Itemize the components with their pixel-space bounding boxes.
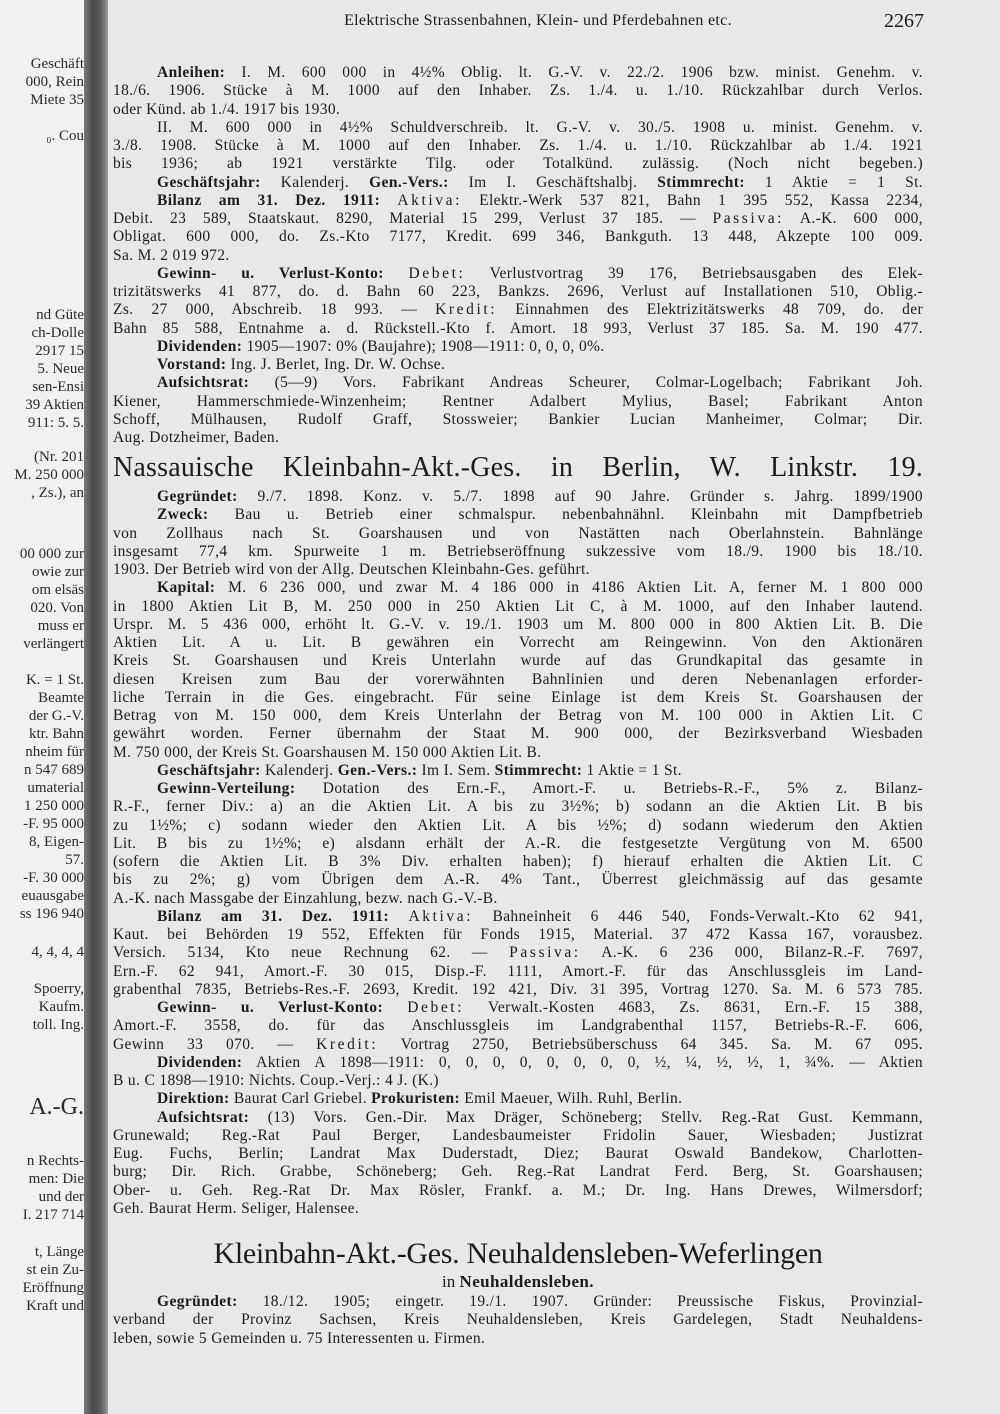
field-label: Dividenden: <box>157 1053 243 1071</box>
margin-text-fragment: 000, Rein <box>25 74 84 90</box>
margin-text-fragment: men: Die <box>28 1171 84 1187</box>
margin-text-fragment: euausgabe <box>21 888 84 904</box>
text-run: leben, sowie 5 Gemeinden u. 75 Interessenten u. Firmen. <box>113 1329 486 1347</box>
text-line <box>113 963 923 981</box>
text-run: I. M. 600 000 in 4½% Oblig. lt. G.-V. v. 22./2. 1906 bzw. minist. Genehm. v. <box>225 64 923 81</box>
margin-text-fragment: I. 217 714 <box>22 1207 84 1223</box>
margin-text-fragment: K. = 1 St. <box>25 672 84 688</box>
field-label: Prokuristen: <box>371 1090 461 1108</box>
text-run: Lit. B bis zu 1½%; e) alsdann erhält der A.-R. die festgesetzte Vergütung von M. 6500 <box>113 834 923 852</box>
text-line <box>113 1127 923 1145</box>
text-line <box>113 210 923 228</box>
text-line <box>113 137 923 155</box>
field-label: Stimmrecht: <box>657 173 745 191</box>
text-line <box>113 320 923 338</box>
margin-text-fragment: muss er <box>37 618 84 634</box>
spaced-heading: Kredit: <box>435 301 498 319</box>
text-line <box>113 1293 923 1311</box>
text-run: B u. C 1898—1910: Nichts. Coup.-Verj.: 4 J. (K.) <box>113 1072 439 1089</box>
entry-paragraph <box>113 265 923 338</box>
entry-paragraph <box>113 908 923 999</box>
text-line <box>113 652 923 670</box>
field-label: Gen.-Vers.: <box>337 761 418 779</box>
text-run: Urspr. M. 5 436 000, erhöht lt. G.-V. v. 19./1. 1903 um M. 800 000 in 800 Aktien Lit. B. Die <box>113 615 923 633</box>
text-run: Elektr.-Werk 537 821, Bahn 1 395 552, Kassa 2234, <box>462 191 923 209</box>
field-label: Zweck: <box>157 506 209 524</box>
text-run: Geh. Baurat Herm. Seliger, Halensee. <box>113 1199 360 1217</box>
text-line <box>113 890 923 908</box>
text-line <box>113 283 923 301</box>
text-run: Bahneinheit 6 446 540, Fonds-Verwalt.-Kto 62 941, <box>473 907 923 925</box>
margin-text-fragment: Kaufm. <box>38 999 84 1015</box>
text-run: 3./8. 1908. Stücke à M. 1000 auf den Inhaber. Zs. 1./4. u. 1./10. Rückzahlbar ab 1./4. 1921 <box>113 137 923 154</box>
text-run: bis 1936; ab 1921 verstärkte Tilg. oder Totalkünd. zulässig. (Noch nicht begeben.) <box>113 155 923 173</box>
field-label: Gewinn-Verteilung: <box>157 780 296 797</box>
text-run: Debit. 23 589, Staatskaut. 8290, Material 15 299, Verlust 37 185. — <box>113 210 713 227</box>
field-label: Gegründet: <box>157 488 238 505</box>
text-line <box>113 908 923 926</box>
text-line <box>113 762 923 780</box>
text-line <box>113 506 923 524</box>
text-run: Kalenderj. <box>260 173 370 191</box>
text-run: Kaut. bei Behörden 19 552, Effekten für Fonds 1915, Material. 37 472 Kassa 167, vorausbez. <box>113 926 923 943</box>
field-label: Bilanz am 31. Dez. 1911: <box>157 191 381 209</box>
spaced-heading: Kredit: <box>316 1035 379 1053</box>
text-run: oder Künd. ab 1./4. 1917 bis 1930. <box>113 100 341 118</box>
field-label: Aufsichtsrat: <box>157 1108 250 1126</box>
text-line <box>113 411 923 429</box>
text-line <box>113 944 923 962</box>
text-line <box>113 393 923 411</box>
subtitle-city: Neuhaldensleben. <box>459 1272 594 1291</box>
text-run: Schoff, Mülhausen, Rudolf Graff, Stossweier; Bankier Lucian Manheimer, Colmar; Dir. <box>113 410 923 428</box>
text-line <box>113 926 923 944</box>
margin-text-fragment: toll. Ing. <box>32 1017 84 1033</box>
margin-text-fragment: n Rechts- <box>26 1153 84 1169</box>
text-line <box>113 817 923 835</box>
text-run: 1905—1907: 0% (Baujahre); 1908—1911: 0, 0, 0, 0%. <box>242 337 605 355</box>
field-label: Bilanz am 31. Dez. 1911: <box>157 907 390 925</box>
text-line <box>113 999 923 1017</box>
text-run: Eug. Fuchs, Berlin; Landrat Max Duderstadt, Diez; Baurat Oswald Bandekow, Charlotten- <box>113 1145 923 1162</box>
text-run: Im I. Geschäftshalbj. <box>448 173 658 191</box>
margin-text-fragment: t, Länge <box>34 1244 84 1260</box>
entry-paragraph <box>113 64 923 119</box>
text-line <box>113 228 923 246</box>
text-line <box>113 561 923 579</box>
margin-text-fragment: Spoerry, <box>33 981 84 997</box>
text-line <box>113 101 923 119</box>
entry-paragraph <box>113 1293 923 1348</box>
text-line <box>113 616 923 634</box>
text-line <box>113 1311 923 1329</box>
text-run: Zs. 27 000, Abschreib. 18 993. — <box>113 301 436 319</box>
text-line <box>113 119 923 137</box>
text-run <box>380 192 397 209</box>
entry-paragraph <box>113 192 923 265</box>
text-run: 9./7. 1898. Konz. v. 5./7. 1898 auf 90 Jahre. Gründer s. Jahrg. 1899/1900 <box>237 488 923 505</box>
text-run: 1903. Der Betrieb wird von der Allg. Deutschen Kleinbahn-Ges. geführt. <box>113 561 590 578</box>
text-run: Vortrag 2750, Betriebsüberschuss 64 345. Sa. M. 67 095. <box>378 1035 924 1053</box>
text-run: A.-K. nach Massgabe der Einzahlung, bezw. nach G.-V.-B. <box>113 889 498 907</box>
text-run: Bahn 85 588, Entnahme a. d. Rückstell.-Kto f. Amort. 18 993, Verlust 37 185. Sa. M. 190 477. <box>113 319 923 337</box>
field-label: Gewinn- u. Verlust-Konto: <box>157 264 384 282</box>
text-line <box>113 338 923 356</box>
margin-text-fragment: Eröffnung <box>22 1280 84 1296</box>
margin-text-fragment: umaterial <box>27 780 84 796</box>
text-run: R.-F., ferner Div.: a) an die Aktien Lit. A bis zu 3½%; b) sodann an die Aktien Lit. B bis <box>113 798 923 816</box>
text-run: Obligat. 600 000, do. Zs.-Kto 7177, Kredit. 699 346, Bankguth. 13 448, Akzepte 100 009. <box>113 228 923 246</box>
margin-text-fragment: sen-Ensi <box>32 379 84 395</box>
spaced-heading: Aktiva: <box>397 191 463 209</box>
text-run: Versich. 5134, Kto neue Rechnung 62. — <box>113 944 510 962</box>
text-run: (5—9) Vors. Fabrikant Andreas Scheurer, Colmar-Logelbach; Fabrikant Joh. <box>249 374 923 392</box>
margin-text-fragment: und der <box>38 1189 84 1205</box>
margin-text-fragment: Beamte <box>38 690 84 706</box>
text-run: bis zu 2%; g) vom Übrigen dem A.-R. 4% Tant., Überrest gleichmässig auf das gesamte <box>113 871 923 889</box>
text-run: Grunewald; Reg.-Rat Paul Berger, Landesbaumeister Fridolin Sauer, Wiesbaden; Justizrat <box>113 1126 923 1144</box>
text-run: grabenthal 7835, Betriebs-Res.-F. 2693, Kredit. 192 421, Div. 31 395, Vortrag 1270. Sa. M. 6 573 785. <box>113 980 923 998</box>
margin-text-fragment: 4, 4, 4, 4 <box>31 944 84 960</box>
text-line <box>113 981 923 999</box>
entry-paragraph <box>113 374 923 447</box>
text-run: 1 Aktie = 1 St. <box>582 761 682 779</box>
field-label: Kapital: <box>157 579 216 597</box>
section-kleinbahn-neuhaldensleben <box>113 1237 923 1348</box>
margin-text-fragment: -F. 30 000 <box>23 870 84 886</box>
text-line <box>113 1017 923 1035</box>
entry-paragraph <box>113 579 923 762</box>
margin-text-fragment: M. 250 000 <box>14 467 84 483</box>
text-run: verband der Provinz Sachsen, Kreis Neuhaldensleben, Kreis Gardelegen, Stadt Neuhaldens- <box>113 1311 923 1329</box>
entry-paragraph <box>113 119 923 174</box>
text-run: Kalenderj. <box>260 761 338 779</box>
margin-text-fragment: -F. 95 000 <box>23 816 84 832</box>
text-run: Aktien A 1898—1911: 0, 0, 0, 0, 0, 0, 0, 0, ½, ¼, ½, ½, 1, ¾%. — Aktien <box>242 1053 923 1071</box>
text-line <box>113 155 923 173</box>
text-line <box>113 725 923 743</box>
entry-paragraph <box>113 999 923 1054</box>
margin-text-fragment: nheim für <box>25 744 84 760</box>
running-header <box>108 10 1000 32</box>
field-label: Stimmrecht: <box>494 761 583 779</box>
text-run: (sofern die Aktien Lit. B 3% Div. erhalten haben); f) hierauf erhalten die Aktien Lit. C <box>113 853 923 870</box>
text-line <box>113 1145 923 1163</box>
margin-text-fragment: ktr. Bahn <box>29 726 84 742</box>
text-line <box>113 853 923 871</box>
text-line <box>113 429 923 447</box>
text-run: Ober- u. Geh. Reg.-Rat Dr. Max Rösler, Frankf. a. M.; Dr. Ing. Hans Drewes, Wilmersdorf; <box>113 1181 923 1199</box>
text-line <box>113 1090 923 1108</box>
field-label: Direktion: <box>157 1090 230 1108</box>
margin-text-fragment: 8, Eigen- <box>29 834 84 850</box>
section-nassauische-kleinbahn <box>113 452 923 1218</box>
text-run: Sa. M. 2 019 972. <box>113 246 230 264</box>
text-run: diesen Kreisen zum Bau der vorerwähnten Bahnlinien und deren Nebenanlagen erforder- <box>113 670 923 688</box>
text-line <box>113 356 923 374</box>
text-run: Verwalt.-Kosten 4683, Zs. 8631, Ern.-F. 15 388, <box>464 999 923 1016</box>
document-page <box>108 0 1000 1414</box>
margin-text-fragment: der G.-V. <box>28 708 84 724</box>
text-line <box>113 525 923 543</box>
field-label: Gegründet: <box>157 1293 238 1310</box>
company-location-subtitle <box>113 1271 923 1293</box>
margin-text-fragment: st ein Zu- <box>26 1262 84 1278</box>
text-run: Einnahmen des Elektrizitätswerks 48 709, do. der <box>497 301 923 319</box>
margin-text-fragment: 2917 15 <box>35 343 84 359</box>
text-run: M. 6 236 000, und zwar M. 4 186 000 in 4186 Aktien Lit. A, ferner M. 1 800 000 <box>215 579 923 597</box>
text-line <box>113 64 923 82</box>
book-gutter <box>84 0 108 1414</box>
field-label: Geschäftsjahr: <box>157 761 261 779</box>
text-line <box>113 1330 923 1348</box>
spaced-heading: Passiva: <box>509 944 581 962</box>
entry-paragraph <box>113 488 923 506</box>
text-run: burg; Dir. Rich. Grabbe, Schöneberg; Geh. Reg.-Rat Landrat Ferd. Berg, St. Goarshausen; <box>113 1163 923 1181</box>
text-line <box>113 634 923 652</box>
text-line <box>113 1054 923 1072</box>
text-line <box>113 598 923 616</box>
margin-text-fragment: ₀. Cou <box>46 128 84 144</box>
spaced-heading: Aktiva: <box>408 907 474 925</box>
entry-paragraph <box>113 762 923 780</box>
margin-text-fragment: nd Güte <box>36 307 84 323</box>
page-number: 2267 <box>884 10 924 32</box>
text-run: II. M. 600 000 in 4½% Schuldverschreib. lt. G.-V. v. 30./5. 1908 u. minist. Genehm. v. <box>157 118 923 136</box>
company-title: Kleinbahn-Akt.-Ges. Neuhaldensleben-Weferlingen <box>213 1237 823 1270</box>
margin-text-fragment: 39 Aktien <box>25 397 84 413</box>
text-run: trizitätswerks 41 877, do. d. Bahn 60 223, Bankzs. 2696, Verlust auf Installationen 510, Oblig.- <box>113 283 923 300</box>
text-run <box>384 265 409 282</box>
text-run: Betrag von M. 150 000, dem Kreis Unterlahn der Betrag von M. 100 000 in Aktien Lit. C <box>113 707 923 724</box>
margin-text-fragment: 57. <box>65 852 84 868</box>
entry-paragraph <box>113 1090 923 1108</box>
text-line <box>113 82 923 100</box>
text-run: Aktien Lit. A u. Lit. B gewähren ein Vorrecht am Reingewinn. Von den Aktionären <box>113 634 923 651</box>
text-line <box>113 301 923 319</box>
margin-text-fragment: Kraft und <box>26 1298 84 1314</box>
text-run: Kiener, Hammerschmiede-Winzenheim; Rentner Adalbert Mylius, Basel; Fabrikant Anton <box>113 392 923 410</box>
text-run <box>383 999 407 1016</box>
text-line <box>113 1163 923 1181</box>
text-run: A.-K. 6 236 000, Bilanz-R.-F. 7697, <box>580 944 923 962</box>
text-run: Amort.-F. 3558, do. für das Anschlussgleis im Landgrabenthal 1157, Betriebs-R.-F. 606, <box>113 1017 923 1035</box>
margin-text-fragment: n 547 689 <box>24 762 84 778</box>
text-line <box>113 488 923 506</box>
text-line <box>113 671 923 689</box>
margin-text-fragment: verlängert <box>23 636 84 652</box>
margin-text-fragment: 1 250 000 <box>24 798 84 814</box>
text-run: M. 750 000, der Kreis St. Goarshausen M. 150 000 Aktien Lit. B. <box>113 743 542 761</box>
field-label: Gen.-Vers.: <box>369 173 449 191</box>
margin-text-fragment: 00 000 zur <box>19 546 84 562</box>
section-previous-company-continued <box>113 64 923 447</box>
text-line <box>113 707 923 725</box>
text-line <box>113 1200 923 1218</box>
running-title: Elektrische Strassenbahnen, Klein- und Pferdebahnen etc. <box>344 12 732 29</box>
margin-text-fragment: 5. Neue <box>37 361 84 377</box>
text-line <box>113 871 923 889</box>
text-line <box>113 1109 923 1127</box>
field-label: Vorstand: <box>157 356 227 373</box>
company-title: Nassauische Kleinbahn-Akt.-Ges. in Berlin, W. Linkstr. 19. <box>113 452 923 483</box>
text-run: gewährt worden. Ferner übernahm der Staat M. 900 000, der Bezirksverband Wiesbaden <box>113 725 923 743</box>
text-line <box>113 247 923 265</box>
margin-text-fragment: 911: 5. 5. <box>27 415 84 431</box>
field-label: Dividenden: <box>157 337 243 355</box>
adjacent-page-margin <box>0 0 86 1414</box>
margin-text-fragment: ch-Dolle <box>31 325 84 341</box>
text-run: Kreis St. Goarshausen und Kreis Unterlahn wurde auf das Grundkapital das gesamte in <box>113 652 923 670</box>
field-label: Aufsichtsrat: <box>157 374 250 392</box>
margin-text-fragment: (Nr. 201 <box>34 449 84 465</box>
text-run: 18./12. 1905; eingetr. 19./1. 1907. Gründer: Preussische Fiskus, Provinzial- <box>237 1293 923 1310</box>
text-run: Bau u. Betrieb einer schmalspur. nebenbahnähnl. Kleinbahn mit Dampfbetrieb <box>208 506 923 524</box>
entry-paragraph <box>113 1054 923 1091</box>
text-line <box>113 174 923 192</box>
text-run: insgesamt 77,4 km. Spurweite 1 m. Betriebseröffnung sukzessive vom 18./9. 1900 bis 18./10. <box>113 542 923 560</box>
text-line <box>113 579 923 597</box>
field-label: Anleihen: <box>157 64 226 81</box>
entry-paragraph <box>113 338 923 356</box>
text-run: Ern.-F. 62 941, Amort.-F. 30 015, Disp.-F. 1111, Amort.-F. für das Anschlussgleis im Land- <box>113 962 923 980</box>
text-run: Emil Maeuer, Wilh. Ruhl, Berlin. <box>460 1090 683 1108</box>
text-run: Aug. Dotzheimer, Baden. <box>113 429 280 446</box>
margin-text-fragment: A.-G. <box>29 1094 84 1120</box>
text-run: zu 1½%; c) sodann wieder den Aktien Lit. A bis ½%; d) sodann wiederum den Aktien <box>113 816 923 834</box>
entry-paragraph <box>113 506 923 579</box>
text-line <box>113 1182 923 1200</box>
text-line <box>113 689 923 707</box>
text-run: Im I. Sem. <box>417 761 495 779</box>
entry-paragraph <box>113 1109 923 1219</box>
text-run: Ing. J. Berlet, Ing. Dr. W. Ochse. <box>226 356 446 373</box>
field-label: Geschäftsjahr: <box>157 173 261 191</box>
text-line <box>113 265 923 283</box>
entry-paragraph <box>113 174 923 192</box>
entry-paragraph <box>113 356 923 374</box>
text-line <box>113 543 923 561</box>
entry-paragraph <box>113 780 923 908</box>
text-run: 1 Aktie = 1 St. <box>744 173 923 191</box>
subtitle-prefix: in <box>442 1272 456 1291</box>
text-run <box>389 908 408 925</box>
text-line <box>113 1072 923 1090</box>
margin-text-fragment: om elsäs <box>31 582 84 598</box>
text-run: (13) Vors. Gen.-Dir. Max Dräger, Schöneberg; Stellv. Reg.-Rat Gust. Kemmann, <box>249 1108 923 1126</box>
margin-text-fragment: , Zs.), an <box>31 485 84 501</box>
text-line <box>113 1036 923 1054</box>
spaced-heading: Debet: <box>408 264 466 282</box>
spaced-heading: Passiva: <box>712 210 785 227</box>
text-run: in 1800 Aktien Lit B, M. 250 000 in 250 Aktien Lit C, à M. 1000, auf den Inhaber lautend. <box>113 597 923 615</box>
margin-text-fragment: Geschäft <box>30 56 84 72</box>
text-line <box>113 744 923 762</box>
spaced-heading: Debet: <box>407 999 465 1016</box>
text-line <box>113 780 923 798</box>
margin-text-fragment: ss 196 940 <box>19 906 84 922</box>
text-line <box>113 835 923 853</box>
margin-text-fragment: 020. Von <box>30 600 84 616</box>
text-run: 18./6. 1906. Stücke à M. 1000 auf den Inhaber. Zs. 1./4. u. 1./10. Rückzahlbar durch Verlos. <box>113 82 923 100</box>
margin-text-fragment: owie zur <box>31 564 84 580</box>
text-line <box>113 192 923 210</box>
text-run: liche Terrain in die Ges. eingebracht. Für seine Einlage ist dem Kreis St. Goarshausen der <box>113 688 923 706</box>
text-run: Verlustvortrag 39 176, Betriebsausgaben des Elek- <box>465 264 923 282</box>
text-line <box>113 374 923 392</box>
text-run: Baurat Carl Griebel. <box>229 1090 372 1108</box>
field-label: Gewinn- u. Verlust-Konto: <box>157 999 384 1016</box>
text-run: von Zollhaus nach St. Goarshausen und von Nastätten nach Oberlahnstein. Bahnlänge <box>113 524 923 542</box>
text-run: A.-K. 600 000, <box>784 210 923 227</box>
text-line <box>113 798 923 816</box>
text-run: Gewinn 33 070. — <box>113 1035 317 1053</box>
text-run: Dotation des Ern.-F., Amort.-F. u. Betriebs-R.-F., 5% z. Bilanz- <box>295 780 923 797</box>
margin-text-fragment: Miete 35 <box>30 92 84 108</box>
